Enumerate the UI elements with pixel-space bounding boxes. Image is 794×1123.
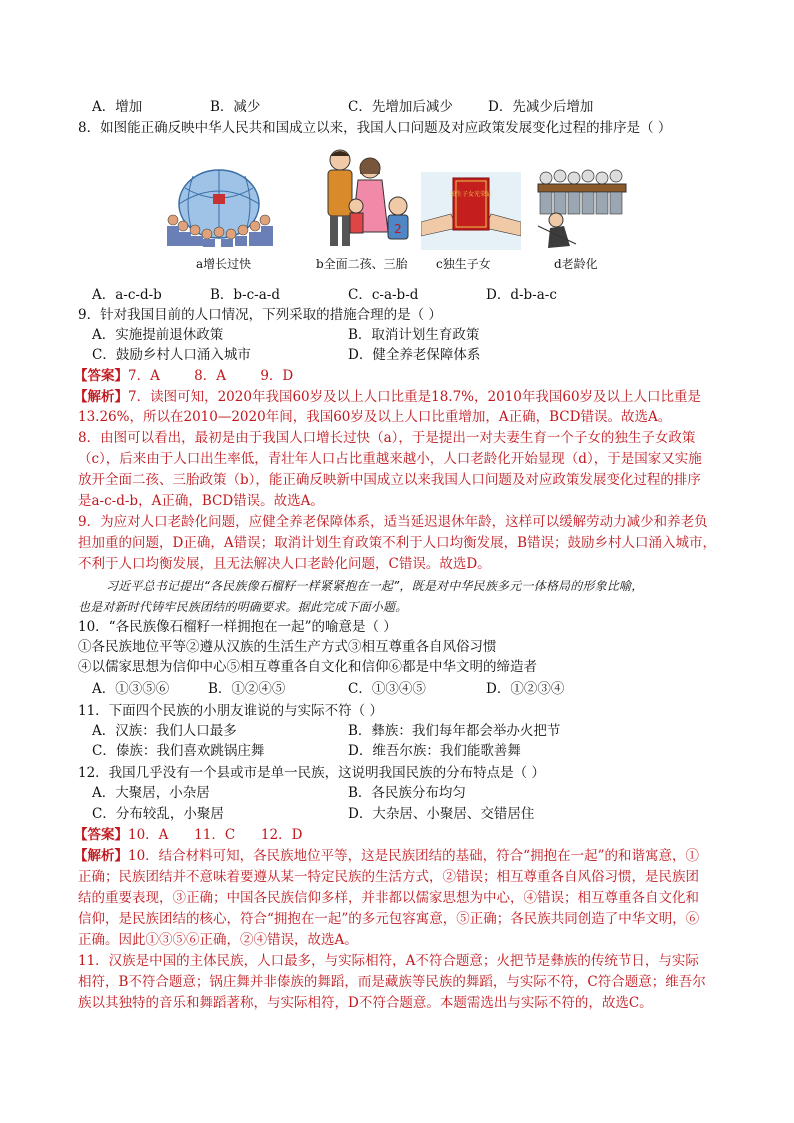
- analysis-2-line-1: 正确；民族团结并不意味着要遵从某一特定民族的生活方式，②错误；相互尊重各自风俗习惯，是民族团: [78, 869, 699, 885]
- answer-2: [74, 825, 302, 845]
- material-line-0: 习近平总书记提出“各民族像石榴籽一样紧紧抱在一起”，既是对中华民族多元一体格局的形象比喻，: [106, 579, 644, 593]
- q11-option-c: C．傣族：我们喜欢跳锅庄舞: [92, 743, 265, 759]
- svg-text:2: 2: [394, 222, 402, 236]
- q9-option-a: A．实施提前退休政策: [92, 327, 224, 343]
- q7-options: [92, 97, 593, 117]
- analysis-1-tag: 【解析】: [74, 389, 128, 405]
- analysis-1-line-0: [74, 387, 701, 407]
- q7-option-a: A．增加: [92, 99, 143, 115]
- q8-option-d: D．d-b-a-c: [486, 287, 557, 303]
- q11-option-d: D．维吾尔族：我们能歌善舞: [348, 743, 521, 759]
- answer-1: [74, 366, 293, 386]
- q9-option-c: C．鼓励乡村人口涌入城市: [92, 347, 251, 363]
- answer-1-text: 7．A 8．A 9．D: [128, 368, 294, 384]
- analysis-1-line-2: 8．由图可以看出，最初是由于我国人口增长过快（a），于是提出一对夫妻生育一个子女的独生子女政策: [78, 430, 696, 446]
- one-child-certificate-picture: [421, 172, 521, 250]
- answer-2-tag: 【答案】: [74, 827, 128, 843]
- q11-options-row1: [92, 721, 560, 741]
- caption-b: b全面二孩、三胎: [316, 257, 408, 271]
- analysis-2-line-6: 相符，B不符合题意；锅庄舞并非傣族的舞蹈，而是藏族等民族的舞蹈，与实际不符，C符合题意；维吾尔: [78, 974, 706, 990]
- analysis-2-line-4: 正确。因此①③⑤⑥正确，②④错误，故选A。: [78, 932, 358, 948]
- q12-option-a: A．大聚居，小杂居: [92, 785, 210, 801]
- analysis-2-tag: 【解析】: [74, 848, 128, 864]
- population-growth-picture: [163, 168, 275, 248]
- q10-option-b: B．①②④⑤: [208, 681, 286, 697]
- q8-option-a: A．a-c-d-b: [92, 287, 162, 303]
- analysis-2-text-0: 10．结合材料可知，各民族地位平等，这是民族团结的基础，符合“拥抱在一起”的和谐寓意，①: [128, 848, 699, 864]
- answer-1-tag: 【答案】: [74, 368, 128, 384]
- analysis-2-line-5: 11．汉族是中国的主体民族，人口最多，与实际相符，A不符合题意；火把节是彝族的传统节日，与实际: [78, 953, 699, 969]
- aging-population-picture: [530, 166, 630, 250]
- caption-d: d老龄化: [554, 257, 598, 271]
- q11-options-row2: [92, 741, 521, 761]
- q8-option-b: B．b-c-a-d: [210, 287, 280, 303]
- q10-statements-0: ①各民族地位平等②遵从汉族的生活生产方式③相互尊重各自风俗习惯: [78, 639, 497, 655]
- q8-options: [92, 285, 557, 305]
- analysis-1-line-4: 放开全面二孩、三胎政策（b），能正确反映新中国成立以来我国人口问题及对应政策发展变化过程的排序: [78, 472, 701, 488]
- q9-option-b: B．取消计划生育政策: [348, 327, 480, 343]
- analysis-1-line-5: 是a-c-d-b，A正确，BCD错误。故选A。: [78, 493, 324, 509]
- q9-option-d: D．健全养老保障体系: [348, 347, 481, 363]
- q10-option-d: D．①②③④: [486, 681, 565, 697]
- q12-option-b: B．各民族分布均匀: [348, 785, 466, 801]
- q10-stem: 10．“各民族像石榴籽一样拥抱在一起”的喻意是（ ）: [78, 619, 397, 635]
- q7-option-d: D．先减少后增加: [488, 99, 594, 115]
- q9-options-row2: [92, 345, 480, 365]
- q10-option-c: C．①③④⑤: [348, 681, 426, 697]
- q12-stem: 12．我国几乎没有一个县或市是单一民族，这说明我国民族的分布特点是（ ）: [78, 765, 545, 781]
- q11-option-a: A．汉族：我们人口最多: [92, 723, 237, 739]
- q9-stem: 9．针对我国目前的人口情况，下列采取的措施合理的是（ ）: [78, 307, 442, 323]
- q12-option-d: D．大杂居、小聚居、交错居住: [348, 806, 535, 822]
- q8-stem: 8．如图能正确反映中华人民共和国成立以来，我国人口问题及对应政策发展变化过程的排序是（ ）: [78, 120, 672, 136]
- q8-option-c: C．c-a-b-d: [348, 287, 419, 303]
- caption-a: a增长过快: [196, 257, 252, 271]
- q9-options-row1: [92, 325, 479, 345]
- q10-options: [92, 679, 564, 699]
- analysis-2-line-3: 信仰，是民族团结的核心，符合“拥抱在一起”的多元包容寓意，⑤正确；各民族共同创造了中华文明，⑥: [78, 911, 700, 927]
- analysis-1-line-1: 13.26%，所以在2010—2020年间，我国60岁及以上人口比重增加，A正确，BCD错误。故选A。: [78, 409, 672, 425]
- q10-statements-1: ④以儒家思想为信仰中心⑤相互尊重各自文化和信仰⑥都是中华文明的缔造者: [78, 659, 537, 675]
- q10-option-a: A．①③⑤⑥: [92, 681, 170, 697]
- analysis-1-line-3: （c），后来由于人口出生率低，青壮年人口占比重越来越小，人口老龄化开始显现（d），于是国家又实施: [78, 451, 702, 467]
- q12-options-row1: [92, 783, 466, 803]
- caption-c: c独生子女: [436, 257, 491, 271]
- analysis-2-line-0: [74, 846, 699, 866]
- q7-option-c: C．先增加后减少: [348, 99, 453, 115]
- q11-option-b: B．彝族：我们每年都会举办火把节: [348, 723, 561, 739]
- answer-2-text: 10．A 11．C 12．D: [128, 827, 303, 843]
- analysis-2-line-2: 结的重要表现，③正确；中国各民族信仰多样，并非都以儒家思想为中心，④错误；相互尊重各自文化和: [78, 890, 699, 906]
- analysis-1-line-8: 不利于人口均衡发展，且无法解决人口老龄化问题，C错误。故选D。: [78, 556, 491, 572]
- material-line-1: 也是对新时代铸牢民族团结的明确要求。据此完成下面小题。: [78, 600, 408, 614]
- q12-option-c: C．分布较乱，小聚居: [92, 806, 224, 822]
- analysis-1-line-7: 担加重的问题，D正确，A错误；取消计划生育政策不利于人口均衡发展，B错误；鼓励乡村人口涌入城市，: [78, 535, 716, 551]
- q7-option-b: B．减少: [210, 99, 261, 115]
- family-two-children-picture: [322, 148, 418, 250]
- q11-stem: 11．下面四个民族的小朋友谁说的与实际不符（ ）: [78, 703, 383, 719]
- certificate-text: 独生子女光荣证: [449, 191, 493, 198]
- analysis-2-line-7: 族以其独特的音乐和舞蹈著称，与实际相符，D不符合题意。本题需选出与实际不符的，故选C。: [78, 995, 653, 1011]
- analysis-1-line-6: 9．为应对人口老龄化问题，应健全养老保障体系，适当延迟退休年龄，这样可以缓解劳动力减少和养老负: [78, 514, 708, 530]
- analysis-1-text-0: 7．读图可知，2020年我国60岁及以上人口比重是18.7%，2010年我国60岁及以上人口比重是: [128, 389, 702, 405]
- q12-options-row2: [92, 804, 534, 824]
